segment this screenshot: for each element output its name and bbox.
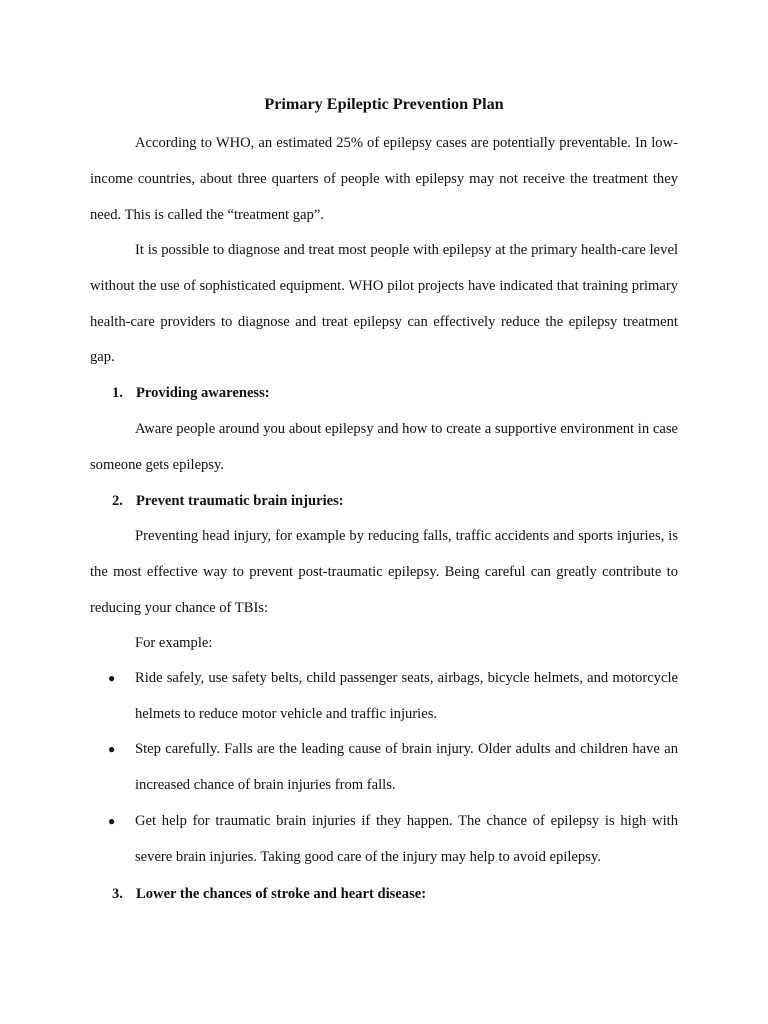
section-1-paragraph: Aware people around you about epilepsy and how to create a supportive environment in case someone gets epilepsy. (90, 421, 678, 473)
list-item (108, 661, 678, 733)
list-item-text: Get help for traumatic brain injuries if they happen. The chance of epilepsy is high with severe brain injuries. Taking good care of the injury may help to avoid epilepsy. (135, 813, 678, 865)
section-heading-text: Lower the chances of stroke and heart disease: (136, 886, 427, 902)
section-heading-1 (112, 382, 672, 404)
section-heading-text: Providing awareness: (136, 385, 270, 401)
section-heading-2 (112, 490, 672, 512)
bullet-icon: ● (108, 742, 116, 756)
document-title: Primary Epileptic Prevention Plan (264, 95, 504, 113)
bullet-icon: ● (108, 814, 116, 828)
example-label: For example: (135, 635, 213, 651)
section-number: 3. (112, 886, 123, 902)
bullet-icon: ● (108, 671, 116, 685)
section-heading-text: Prevent traumatic brain injuries: (136, 493, 344, 509)
section-number: 1. (112, 385, 123, 401)
intro-paragraph-1: According to WHO, an estimated 25% of epilepsy cases are potentially preventable. In low-income countries, about three quarters of people with epilepsy may not receive the treatment they need. This is called the “treatment gap”. (90, 135, 678, 223)
list-item-text: Ride safely, use safety belts, child passenger seats, airbags, bicycle helmets, and motorcycle helmets to reduce motor vehicle and traffic injuries. (135, 670, 678, 722)
section-2-paragraph: Preventing head injury, for example by reducing falls, traffic accidents and sports injuries, is the most effective way to prevent post-traumatic epilepsy. Being careful can greatly contribute to reducing your chance of TBIs: (90, 528, 678, 616)
list-item (108, 732, 678, 804)
section-number: 2. (112, 493, 123, 509)
list-item (108, 804, 678, 876)
section-heading-3 (112, 883, 672, 905)
intro-paragraph-2: It is possible to diagnose and treat most people with epilepsy at the primary health-care level without the use of sophisticated equipment. WHO pilot projects have indicated that training primary health-care providers to diagnose and treat epilepsy can effectively reduce the epilepsy treatment gap. (90, 242, 678, 366)
list-item-text: Step carefully. Falls are the leading cause of brain injury. Older adults and children have an increased chance of brain injuries from falls. (135, 741, 678, 793)
